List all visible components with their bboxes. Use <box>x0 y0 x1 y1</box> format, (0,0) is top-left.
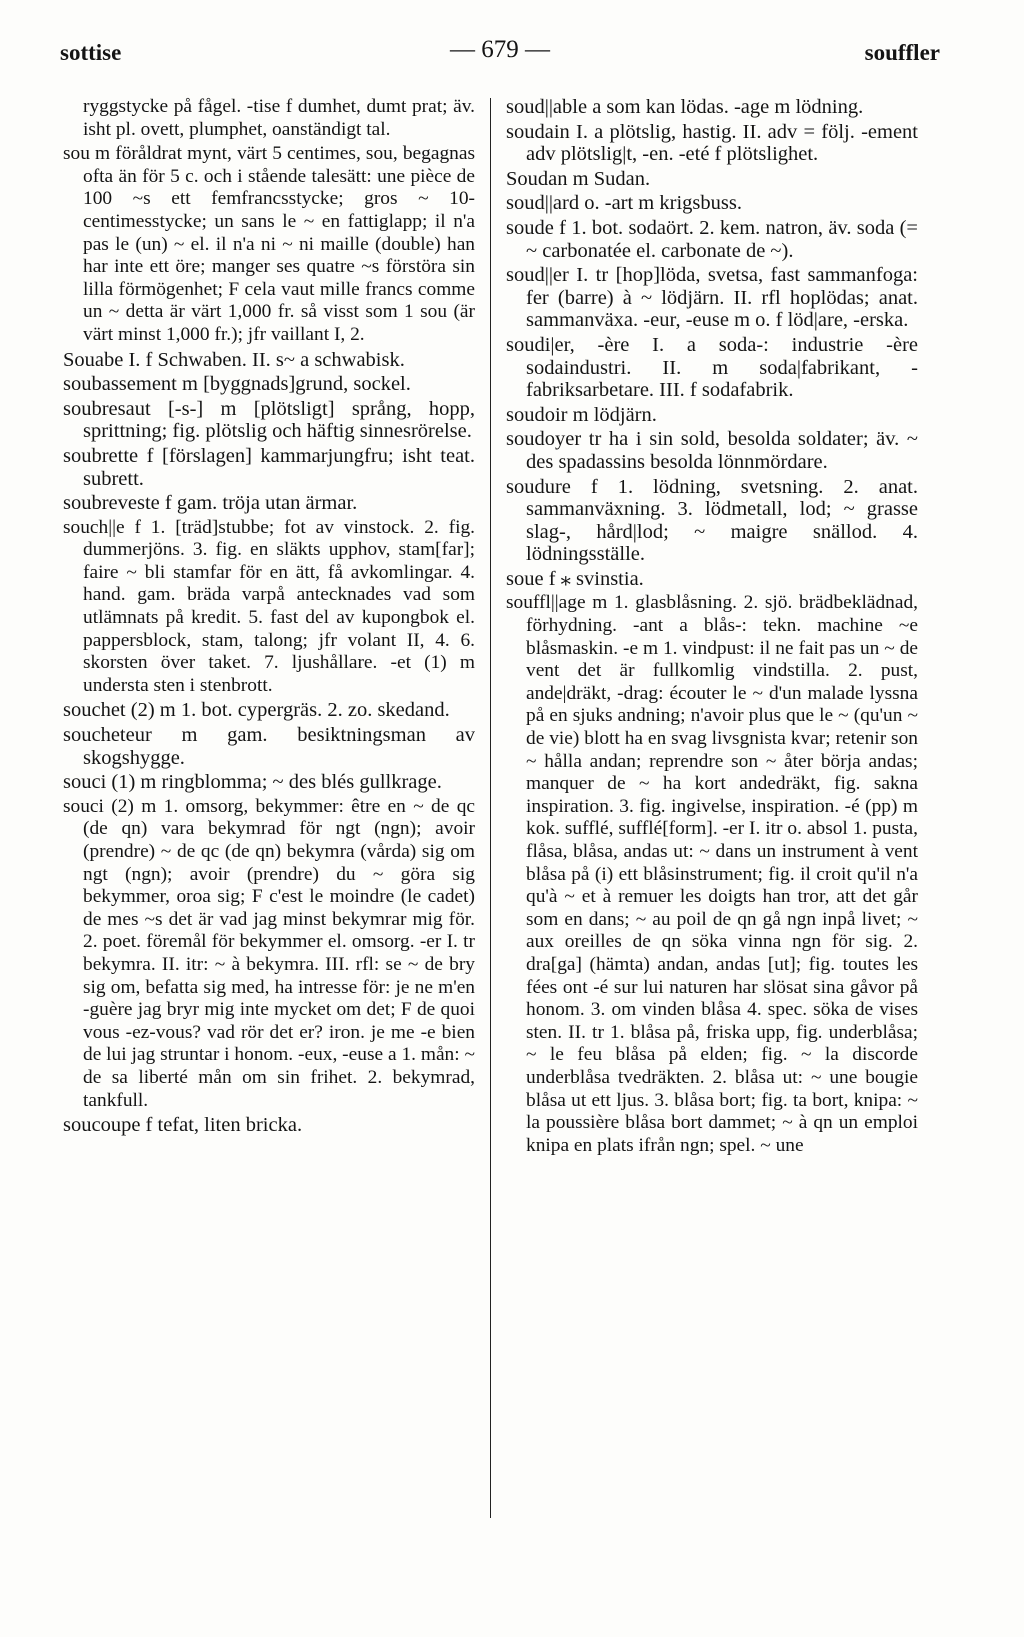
running-header <box>60 36 940 76</box>
dictionary-entry: Soudan m Sudan. <box>506 167 651 190</box>
dictionary-entry: souch||e f 1. [träd]stubbe; fot av vinstock. 2. fig. dummerjöns. 3. fig. en släkts upphov, stam[far]; faire ~ bli stamfar för en ätt, få avkomlingar. 4. hand. gam. bräda varpå antecknades vad som utlämnats på kredit. 5. fast del av kupongbok el. pappersblock, stam, talong; jfr volant II, 4. 6. skorsten över taket. 7. ljushållare. -et (1) m understa sten i stenbrott. <box>63 516 475 696</box>
dictionary-entry: soudain I. a plötslig, hastig. II. adv = följ. -ement adv plötslig|t, -en. -eté f plötslighet. <box>506 120 918 166</box>
dictionary-entry: soucheteur m gam. besiktningsman av skogshygge. <box>63 724 475 769</box>
header-first-word: sottise <box>60 40 122 65</box>
dictionary-entry: Souabe I. f Schwaben. II. s~ a schwabisk. <box>63 348 405 371</box>
dictionary-entry: soud||er I. tr [hop]löda, svetsa, fast sammanfoga: fer (barre) à ~ lödjärn. II. rfl hoplödas; anat. sammanväxa. -eur, -euse m o. f löd|are, -erska. <box>506 264 918 332</box>
dictionary-entry: ryggstycke på fågel. -tise f dumhet, dumt prat; äv. isht pl. ovett, plumphet, oanständigt tal. <box>83 96 475 140</box>
dictionary-entry: souffl||age m 1. glasblåsning. 2. sjö. brädbeklädnad, förhydning. -ant a blås-: tekn. machine ~e blåsmaskin. -e m 1. vindpust: il ne fait pas un ~ de vent det är fullkomlig vindstilla. 2. pust, ande|dräkt, -drag: écouter le ~ d'un malade lyssna på en sjuks andning; n'avoir plus que le ~ (qu'un ~ de vie) blott ha en svag livsgnista kvar; retenir son ~ hålla andan; reprendre son ~ åter börja andas; manquer de ~ ha kort andedräkt, fig. sakna inspiration. 3. fig. ingivelse, inspiration. -é (pp) m kok. sufflé, sufflé[form]. -er I. itr o. absol 1. pusta, flåsa, blåsa, andas ut: ~ dans un instrument à vent blåsa på (i) ett blåsinstrument; fig. il croit qu'il n'a qu'à ~ et à remuer les doigts han tror, att det går som en dans; ~ au poil de qn gå ngn inpå livet; ~ aux oreilles de qn söka vinna ngn för sig. 2. dra[ga] (hämta) andan, andas [ut]; fig. toutes les fées ont -é sur lui naturen har slösat sina gåvor på honom. 3. om vinden blåsa 4. spec. söka de vises sten. II. tr 1. blåsa på, friska upp, fig. underblåsa; ~ le feu blåsa på elden; fig. ~ la discorde underblåsa tvedräkten. 2. blåsa ut: ~ une bougie blåsa ut ett ljus. 3. blåsa bort; fig. ta bort, knipa: ~ la poussière blåsa bort dammet; ~ à qn un emploi knipa en plats ifrån ngn; spel. ~ une <box>506 592 918 1156</box>
dictionary-entry: soubrette f [förslagen] kammarjungfru; isht teat. subrett. <box>63 444 475 490</box>
dictionary-entry: sou m föråldrat mynt, värt 5 centimes, sou, begagnas ofta än för 5 c. och i stående talesätt: une pièce de 100 ~s ett femfrancsstycke; gros ~ 10-centimesstycke; un sans le ~ en fattiglapp; il n'a pas le (un) ~ el. il n'a ni ~ ni maille (double) han har inte ett öre; manger ses quatre ~s förstöra sin lilla förmögenhet; F cela vaut mille francs comme un ~ detta är värt 1,000 fr. så visst som 1 sou (är värt minst 1,000 fr.); jfr vaillant I, 2. <box>63 143 475 345</box>
header-last-word: souffler <box>864 40 940 65</box>
dictionary-entry: soubassement m [byggnads]grund, sockel. <box>63 373 411 396</box>
dictionary-entry: soubresaut [-s-] m [plötsligt] språng, hopp, sprittning; fig. plötslig och häftig sinnesrörelse. <box>63 397 475 443</box>
dictionary-entry: soudure f 1. lödning, svetsning. 2. anat. sammanväxning. 3. lödmetall, lod; ~ grasse slag-, hård|lod; ~ maigre snällod. 4. lödningsställe. <box>506 475 918 566</box>
dictionary-entry: soudoyer tr ha i sin sold, besolda soldater; äv. ~ des spadassins besolda lönnmördare. <box>506 428 918 473</box>
dictionary-entry: soucoupe f tefat, liten bricka. <box>63 1114 303 1137</box>
left-column <box>63 96 475 1139</box>
page-number: — 679 — <box>450 36 550 63</box>
dictionary-entry: soude f 1. bot. sodaört. 2. kem. natron, äv. soda (= ~ carbonatée el. carbonate de ~). <box>506 216 918 262</box>
dictionary-entry: soudi|er, -ère I. a soda-: industrie -ère sodaindustri. II. m soda|fabrikant, -fabriksarbetare. III. f sodafabrik. <box>506 333 918 402</box>
right-column <box>506 96 918 1159</box>
dictionary-entry: souchet (2) m 1. bot. cypergräs. 2. zo. skedand. <box>63 699 450 722</box>
dictionary-entry: soud||able a som kan lödas. -age m lödning. <box>506 96 864 118</box>
dictionary-entry: souci (1) m ringblomma; ~ des blés gullkrage. <box>63 771 442 794</box>
dictionary-entry: soubreveste f gam. tröja utan ärmar. <box>63 492 358 515</box>
dictionary-entry: soud||ard o. -art m krigsbuss. <box>506 192 742 215</box>
column-divider <box>490 98 491 1518</box>
dictionary-entry: souci (2) m 1. omsorg, bekymmer: être en ~ de qc (de qn) vara bekymrad för ngt (ngn); avoir (prendre) ~ de qc (de qn) bekymra (vårda) sig om ngt (ngn); avoir (prendre) du ~ göra sig bekymmer, oroa sig; F c'est le moindre (le cadet) de mes ~s det är vad jag minst bekymrar mig för. 2. poet. föremål för bekymmer el. omsorg. -er I. tr bekymra. II. itr: ~ à bekymra. III. rfl: se ~ de bry sig om, befatta sig med, ha intresse för: je ne m'en -guère jag bryr mig inte mycket om det; F de quoi vous -ez-vous? vad rör det er? iron. je me -e bien de lui jag struntar i honom. -eux, -euse a 1. mån: ~ de sa liberté mån om sin frihet. 2. bekymrad, tankfull. <box>63 795 475 1111</box>
dictionary-entry: soudoir m lödjärn. <box>506 403 657 426</box>
dictionary-entry: soue f ⁎ svinstia. <box>506 567 644 590</box>
